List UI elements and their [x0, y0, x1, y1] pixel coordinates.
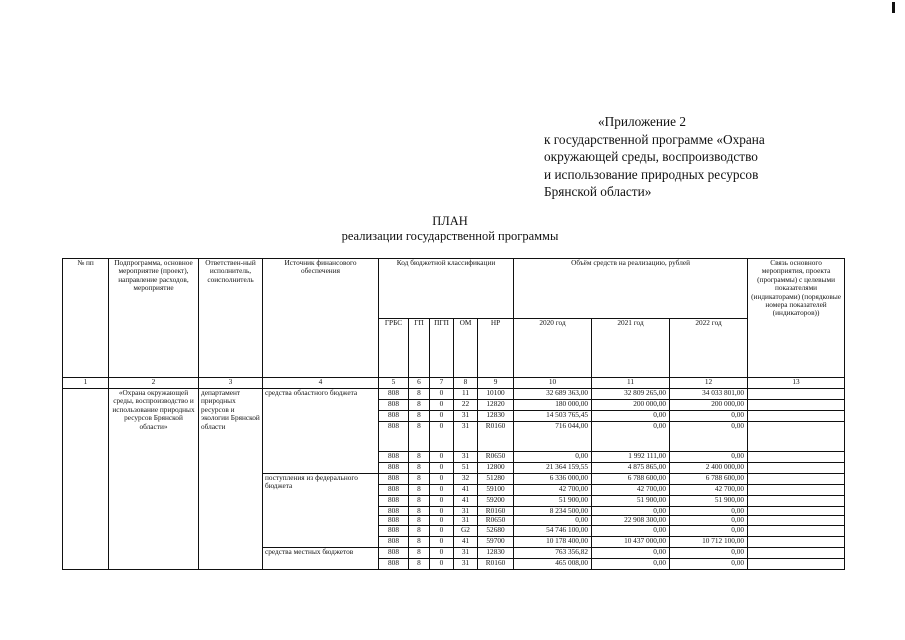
cell-grbs: 808	[379, 411, 409, 422]
appendix-line: Брянской области»	[544, 184, 652, 199]
cell-om: 41	[454, 536, 478, 547]
appendix-line: к государственной программе «Охрана	[544, 131, 765, 147]
cell-y2021: 6 788 600,00	[592, 474, 670, 485]
title-line-2: реализации государственной программы	[341, 229, 559, 243]
cell-y2021: 0,00	[592, 507, 670, 516]
cell-y2022: 0,00	[670, 558, 748, 569]
appendix-line: и использование природных ресурсов	[544, 166, 759, 182]
cell-pgp: 0	[430, 516, 454, 525]
header-2022: 2022 год	[670, 318, 748, 378]
cell-y2020: 716 044,00	[514, 422, 592, 452]
cell-grbs: 808	[379, 474, 409, 485]
document-title	[300, 214, 600, 244]
column-number: 4	[263, 378, 379, 389]
cell-om: 51	[454, 463, 478, 474]
header-kbk: Код бюджетной классификации	[379, 259, 514, 319]
cell-gp: 8	[409, 400, 430, 411]
column-number: 1	[63, 378, 109, 389]
cell-om: 32	[454, 474, 478, 485]
cell-om: 22	[454, 400, 478, 411]
cell-pgp: 0	[430, 400, 454, 411]
cell-om: 31	[454, 516, 478, 525]
cell-y2020: 21 364 159,55	[514, 463, 592, 474]
cell-y2020: 51 900,00	[514, 496, 592, 507]
cell-om: 31	[454, 507, 478, 516]
cell-gp: 8	[409, 536, 430, 547]
cell-gp: 8	[409, 411, 430, 422]
cell-grbs: 808	[379, 547, 409, 558]
cell-gp: 8	[409, 547, 430, 558]
source-cell: поступления из федерального бюджета	[263, 474, 379, 548]
cell-np: 10100	[478, 389, 514, 400]
cell-y2021: 0,00	[592, 558, 670, 569]
cell-np: 51280	[478, 474, 514, 485]
header-pgp: ПГП	[430, 318, 454, 378]
source-cell: средства местных бюджетов	[263, 547, 379, 569]
link-cell	[748, 525, 845, 536]
header-executor: Ответствен-ный исполнитель, соисполнитель	[199, 259, 263, 378]
executor-cell: департамент природных ресурсов и экологии Брянской области	[199, 389, 263, 570]
cell-grbs: 808	[379, 463, 409, 474]
cell-pgp: 0	[430, 547, 454, 558]
link-cell	[748, 474, 845, 485]
cell-y2021: 22 908 300,00	[592, 516, 670, 525]
cell-grbs: 808	[379, 400, 409, 411]
column-number: 11	[592, 378, 670, 389]
cell-np: R0650	[478, 452, 514, 463]
cell-y2020: 6 336 000,00	[514, 474, 592, 485]
cell-pgp: 0	[430, 474, 454, 485]
cell-y2021: 4 875 865,00	[592, 463, 670, 474]
cell-y2022: 0,00	[670, 411, 748, 422]
cell-grbs: 808	[379, 507, 409, 516]
cell-np: 12830	[478, 411, 514, 422]
cell-y2022: 0,00	[670, 525, 748, 536]
link-cell	[748, 463, 845, 474]
table-row	[63, 389, 845, 400]
column-number: 9	[478, 378, 514, 389]
cell-y2020: 0,00	[514, 516, 592, 525]
cell-pgp: 0	[430, 411, 454, 422]
cell-y2022: 0,00	[670, 452, 748, 463]
link-cell	[748, 400, 845, 411]
column-number: 13	[748, 378, 845, 389]
cell-y2022: 200 000,00	[670, 400, 748, 411]
cell-y2021: 42 700,00	[592, 485, 670, 496]
cell-y2021: 1 992 111,00	[592, 452, 670, 463]
header-source: Источник финансового обеспечения	[263, 259, 379, 378]
header-num: № пп	[63, 259, 109, 378]
cell-pgp: 0	[430, 463, 454, 474]
cell-pgp: 0	[430, 389, 454, 400]
cell-y2021: 51 900,00	[592, 496, 670, 507]
link-cell	[748, 452, 845, 463]
cell-y2022: 0,00	[670, 516, 748, 525]
cell-pgp: 0	[430, 496, 454, 507]
cell-pgp: 0	[430, 525, 454, 536]
header-link: Связь основного мероприятия, проекта (программы) с целевыми показателями (индикаторами) (порядковые номера показателей (индикаторов))	[748, 259, 845, 378]
header-om: ОМ	[454, 318, 478, 378]
cell-y2020: 10 178 400,00	[514, 536, 592, 547]
cell-y2022: 42 700,00	[670, 485, 748, 496]
link-cell	[748, 411, 845, 422]
link-cell	[748, 558, 845, 569]
cell-pgp: 0	[430, 536, 454, 547]
cell-gp: 8	[409, 525, 430, 536]
cell-y2022: 34 033 801,00	[670, 389, 748, 400]
cell-np: 52680	[478, 525, 514, 536]
column-number: 5	[379, 378, 409, 389]
header-2020: 2020 год	[514, 318, 592, 378]
cell-np: 12800	[478, 463, 514, 474]
cell-pgp: 0	[430, 558, 454, 569]
cell-gp: 8	[409, 558, 430, 569]
header-np: НР	[478, 318, 514, 378]
cell-grbs: 808	[379, 389, 409, 400]
cell-om: 41	[454, 496, 478, 507]
link-cell	[748, 496, 845, 507]
cell-y2022: 6 788 600,00	[670, 474, 748, 485]
cell-om: 11	[454, 389, 478, 400]
cell-y2022: 51 900,00	[670, 496, 748, 507]
subprogram-cell: «Охрана окружающей среды, воспроизводство и использование природных ресурсов Брянской области»	[109, 389, 199, 570]
column-number: 7	[430, 378, 454, 389]
cell-y2022: 0,00	[670, 422, 748, 452]
header-row	[63, 259, 845, 319]
cell-np: R0160	[478, 422, 514, 452]
cell-np: 59200	[478, 496, 514, 507]
cell-pgp: 0	[430, 485, 454, 496]
cell-gp: 8	[409, 516, 430, 525]
column-number: 10	[514, 378, 592, 389]
cell-y2020: 763 356,82	[514, 547, 592, 558]
cell-gp: 8	[409, 496, 430, 507]
cell-gp: 8	[409, 452, 430, 463]
appendix-line: окружающей среды, воспроизводство	[544, 149, 758, 164]
link-cell	[748, 507, 845, 516]
cell-grbs: 808	[379, 516, 409, 525]
header-gp: ГП	[409, 318, 430, 378]
cell-grbs: 808	[379, 496, 409, 507]
cell-y2022: 10 712 100,00	[670, 536, 748, 547]
link-cell	[748, 389, 845, 400]
link-cell	[748, 536, 845, 547]
cell-y2020: 32 689 363,00	[514, 389, 592, 400]
cell-np: 59100	[478, 485, 514, 496]
cell-grbs: 808	[379, 485, 409, 496]
cell-y2021: 0,00	[592, 411, 670, 422]
cell-y2021: 0,00	[592, 422, 670, 452]
link-cell	[748, 516, 845, 525]
cell-y2022: 2 400 000,00	[670, 463, 748, 474]
header-subprogram: Подпрограмма, основное мероприятие (проект), направление расходов, мероприятие	[109, 259, 199, 378]
cell-y2021: 0,00	[592, 547, 670, 558]
cell-y2022: 0,00	[670, 547, 748, 558]
cell-gp: 8	[409, 422, 430, 452]
cell-pgp: 0	[430, 422, 454, 452]
cell-np: 59700	[478, 536, 514, 547]
cell-np: R0650	[478, 516, 514, 525]
cell-gp: 8	[409, 463, 430, 474]
cell-np: R0160	[478, 558, 514, 569]
cell-grbs: 808	[379, 525, 409, 536]
title-line-1: ПЛАН	[432, 214, 468, 228]
cell-grbs: 808	[379, 536, 409, 547]
appendix-header	[544, 113, 874, 201]
column-number: 3	[199, 378, 263, 389]
cell-np: 12820	[478, 400, 514, 411]
cell-y2020: 42 700,00	[514, 485, 592, 496]
column-number: 12	[670, 378, 748, 389]
link-cell	[748, 547, 845, 558]
cell-pgp: 0	[430, 452, 454, 463]
cell-y2021: 10 437 000,00	[592, 536, 670, 547]
cell-y2020: 180 000,00	[514, 400, 592, 411]
cell-grbs: 808	[379, 452, 409, 463]
cell-om: 41	[454, 485, 478, 496]
link-cell	[748, 422, 845, 452]
cell-om: 31	[454, 452, 478, 463]
cell-y2020: 465 008,00	[514, 558, 592, 569]
source-cell: средства областного бюджета	[263, 389, 379, 474]
column-number: 8	[454, 378, 478, 389]
cell-grbs: 808	[379, 558, 409, 569]
cell-y2021: 32 809 265,00	[592, 389, 670, 400]
cell-y2020: 0,00	[514, 452, 592, 463]
cell-y2022: 0,00	[670, 507, 748, 516]
cell-gp: 8	[409, 389, 430, 400]
cell-gp: 8	[409, 474, 430, 485]
appendix-line: «Приложение 2	[598, 114, 686, 129]
cell-y2021: 0,00	[592, 525, 670, 536]
cell-np: 12830	[478, 547, 514, 558]
column-number-row	[63, 378, 845, 389]
cell-gp: 8	[409, 507, 430, 516]
row-number-cell	[63, 389, 109, 570]
link-cell	[748, 485, 845, 496]
scan-edge-mark	[892, 2, 895, 13]
header-2021: 2021 год	[592, 318, 670, 378]
cell-grbs: 808	[379, 422, 409, 452]
cell-y2021: 200 000,00	[592, 400, 670, 411]
cell-om: G2	[454, 525, 478, 536]
cell-np: R0160	[478, 507, 514, 516]
cell-pgp: 0	[430, 507, 454, 516]
cell-om: 31	[454, 558, 478, 569]
cell-y2020: 8 234 500,00	[514, 507, 592, 516]
header-grbs: ГРБС	[379, 318, 409, 378]
column-number: 6	[409, 378, 430, 389]
cell-om: 31	[454, 547, 478, 558]
plan-table	[62, 258, 845, 570]
column-number: 2	[109, 378, 199, 389]
cell-om: 31	[454, 422, 478, 452]
header-volume: Объём средств на реализацию, рублей	[514, 259, 748, 319]
cell-y2020: 54 746 100,00	[514, 525, 592, 536]
cell-y2020: 14 503 765,45	[514, 411, 592, 422]
cell-om: 31	[454, 411, 478, 422]
cell-gp: 8	[409, 485, 430, 496]
